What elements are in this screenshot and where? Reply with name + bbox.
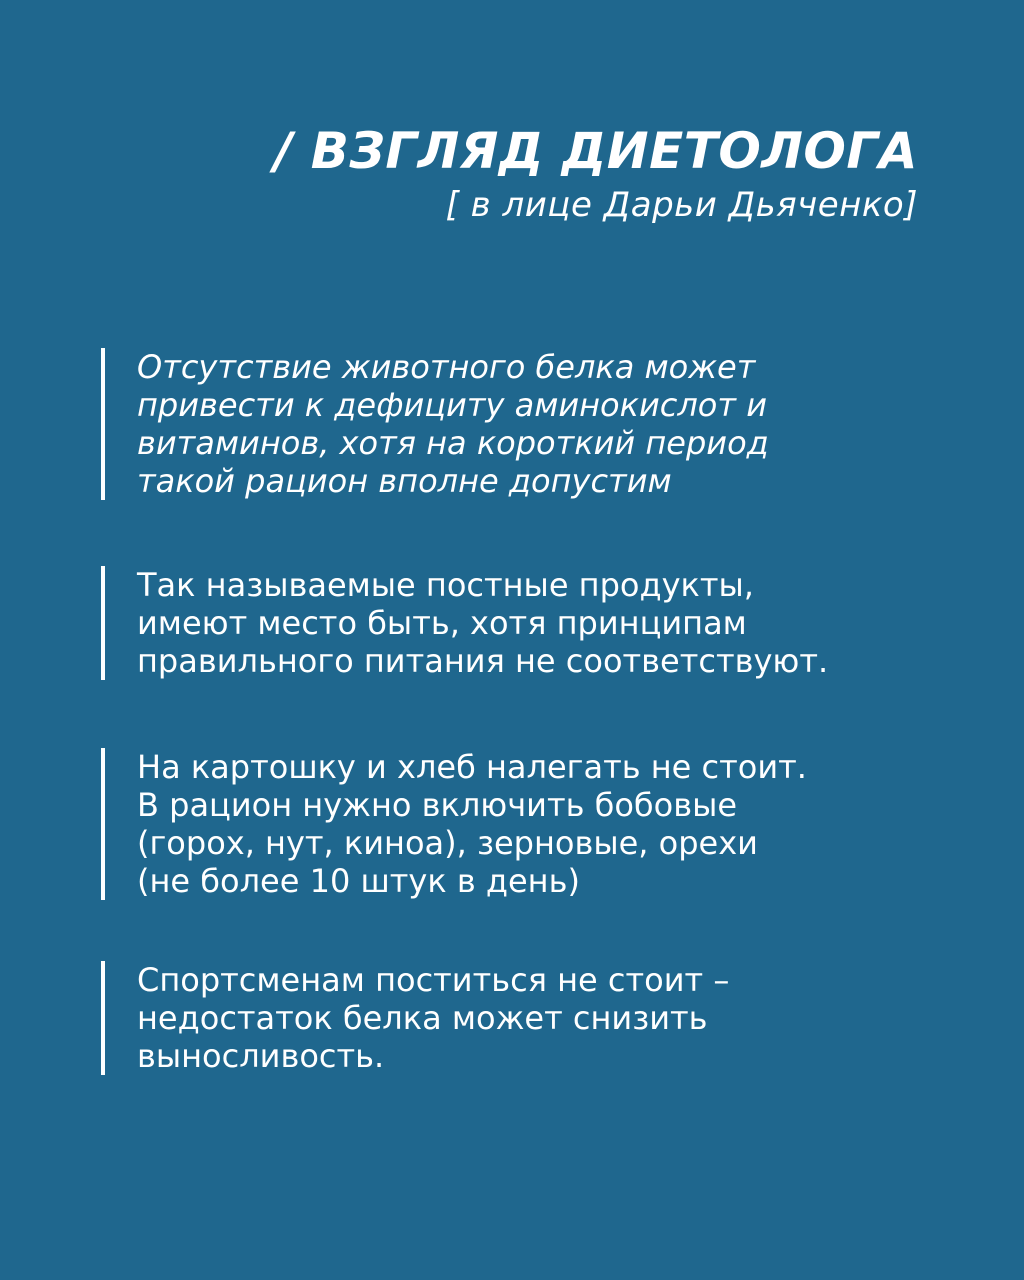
text-block-athletes: Спортсменам поститься не стоит – недостаток белка может снизить выносливость. xyxy=(101,961,729,1075)
quote-block-protein: Отсутствие животного белка может привести к дефициту аминокислот и витаминов, хотя на короткий период такой рацион вполне допустим xyxy=(101,348,769,500)
page-title: / ВЗГЛЯД ДИЕТОЛОГА xyxy=(274,122,918,180)
header xyxy=(274,120,918,228)
text-block-diet-advice: На картошку и хлеб налегать не стоит. В рацион нужно включить бобовые (горох, нут, киноа), зерновые, орехи (не более 10 штук в день) xyxy=(101,748,807,900)
page-subtitle: [ в лице Дарьи Дьяченко] xyxy=(445,185,918,225)
text-block-lenten-products: Так называемые постные продукты, имеют место быть, хотя принципам правильного питания не соответствуют. xyxy=(101,566,828,680)
